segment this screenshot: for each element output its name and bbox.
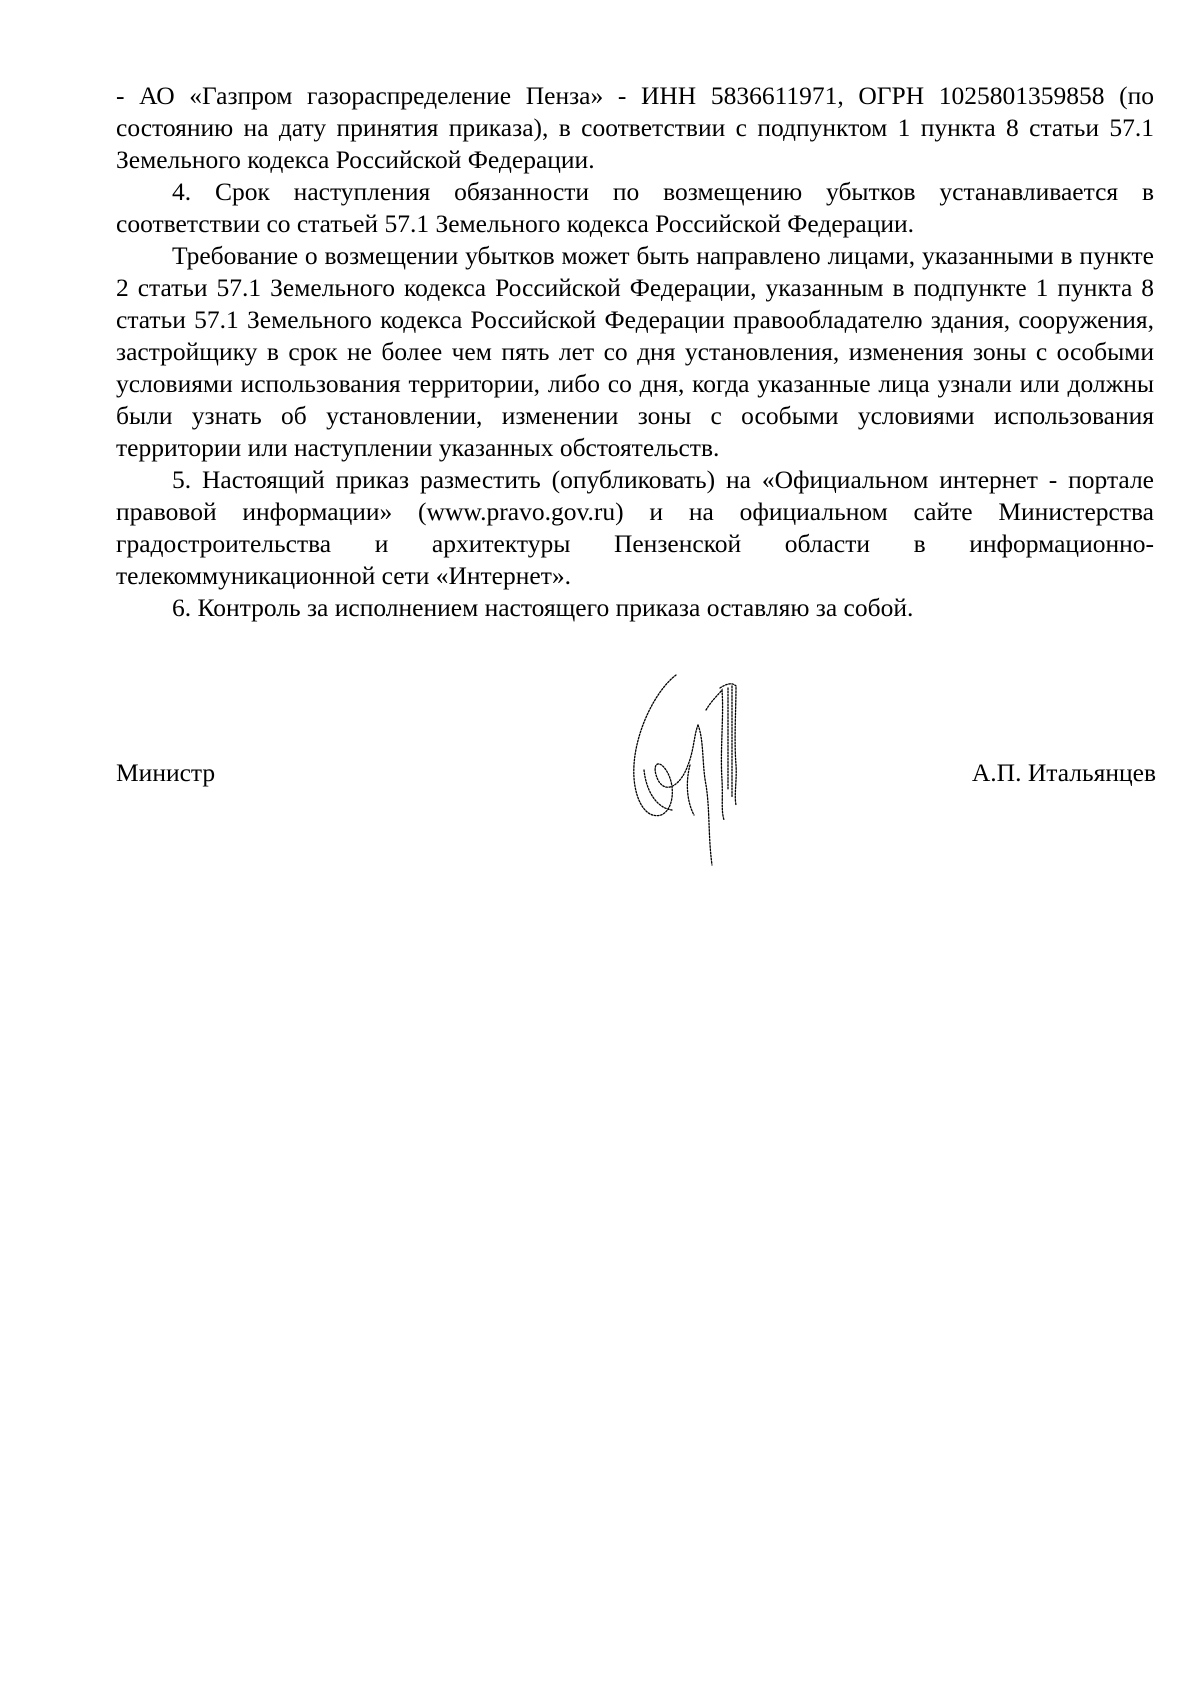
paragraph-item-5: 5. Настоящий приказ разместить (опубликовать) на «Официальном интернет - портале правовой информации» (www.pravo.gov.ru) и на официальном сайте Министерства градостроительства и архитектуры Пензенской области в информационно-телекоммуникационной сети «Интернет».: [116, 465, 1154, 590]
paragraph-item-4: 4. Срок наступления обязанности по возмещению убытков устанавливается в соответствии со статьей 57.1 Земельного кодекса Российской Федерации.: [116, 177, 1154, 238]
signatory-name: А.П. Итальянцев: [971, 758, 1156, 787]
paragraph-organization: - АО «Газпром газораспределение Пенза» - ИНН 5836611971, ОГРН 1025801359858 (по состоянию на дату принятия приказа), в соответствии с подпунктом 1 пункта 8 статьи 57.1 Земельного кодекса Российской Федерации.: [116, 81, 1154, 174]
paragraph-compensation-request: Требование о возмещении убытков может быть направлено лицами, указанными в пункте 2 статьи 57.1 Земельного кодекса Российской Федерации, указанным в подпункте 1 пункта 8 статьи 57.1 Земельного кодекса Российской Федерации правообладателю здания, сооружения, застройщику в срок не более чем пять лет со дня установления, изменения зоны с особыми условиями использования территории, либо со дня, когда указанные лица узнали или должны были узнать об установлении, изменении зоны с особыми условиями использования территории или наступлении указанных обстоятельств.: [116, 241, 1154, 462]
signature-block: [116, 686, 1156, 886]
handwritten-signature: [616, 670, 756, 870]
document-body: [116, 80, 1154, 624]
signatory-role: Министр: [116, 758, 216, 787]
paragraph-item-6: 6. Контроль за исполнением настоящего приказа оставляю за собой.: [172, 593, 914, 622]
